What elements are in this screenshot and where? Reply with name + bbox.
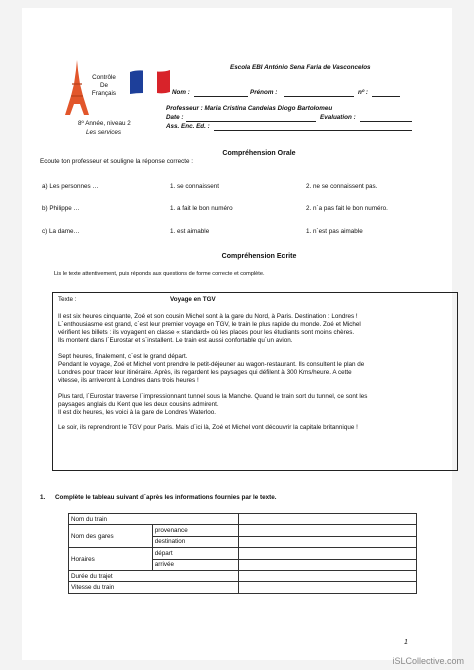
worksheet-page <box>22 8 452 660</box>
firstname-label: Prénom : <box>250 89 278 96</box>
french-flag-icon <box>128 68 172 96</box>
table-cell: départ <box>152 548 238 559</box>
text-line: vitesse, ils arriveront à Londres dans trois heures ! <box>58 377 199 384</box>
subject-line: Contrôle <box>92 74 116 81</box>
text-line: L´enthousiasme est grand, c´est leur premier voyage en TGV, le train le plus rapide du monde. Zoé et Michel <box>58 321 361 328</box>
table-row <box>69 514 417 525</box>
table-cell: provenance <box>152 525 238 536</box>
signature-label: Ass. Enc. Ed. : <box>166 123 210 130</box>
text-line: Il est dix heures, les voici à la gare de Londres Waterloo. <box>58 409 216 416</box>
oral-option[interactable]: 1. est aimable <box>170 228 210 235</box>
signature-field[interactable] <box>214 130 412 131</box>
school-name: Escola EBI António Sena Faria de Vasconcelos <box>230 64 371 71</box>
table-row <box>69 582 417 593</box>
text-paragraph <box>58 393 454 417</box>
text-line: Londres pour tracer leur itinéraire. Après, ils regardent les paysages qui défilent à 300 Kms/heure. A cette <box>58 369 352 376</box>
oral-section-title: Compréhension Orale <box>222 150 296 157</box>
answer-cell[interactable] <box>238 559 416 570</box>
text-paragraph <box>58 424 454 432</box>
oral-option[interactable]: 1. n´est pas aimable <box>306 228 363 235</box>
oral-question-a: a) Les personnes … <box>42 183 99 190</box>
page-number: 1 <box>404 639 408 646</box>
table-cell: Durée du trajet <box>69 570 239 581</box>
answer-cell[interactable] <box>238 525 416 536</box>
unit-label: Les services <box>86 129 121 136</box>
table-cell: arrivée <box>152 559 238 570</box>
oral-question-b: b) Philippe … <box>42 205 80 212</box>
written-instruction: Lis le texte attentivement, puis réponds aux questions de forme correcte et complète. <box>54 271 265 277</box>
evaluation-label: Evaluation : <box>320 114 356 121</box>
number-label: nº : <box>358 89 368 96</box>
answer-cell[interactable] <box>238 570 416 581</box>
evaluation-field[interactable] <box>360 121 412 122</box>
oral-option[interactable]: 2. n´a pas fait le bon numéro. <box>306 205 388 212</box>
subject-line: Français <box>91 90 117 97</box>
name-field[interactable] <box>194 96 248 97</box>
name-label: Nom : <box>172 89 190 96</box>
teacher-label: Professeur : Maria Cristina Candeias Diogo Bartolomeu <box>166 105 333 112</box>
table-cell: destination <box>152 536 238 547</box>
text-title: Voyage en TGV <box>170 296 216 303</box>
text-line: Le soir, ils reprendront le TGV pour Paris. Mais d´ici là, Zoé et Michel vont découvrir la capitale britannique ! <box>58 424 358 431</box>
oral-option[interactable]: 1. se connaissent <box>170 183 220 190</box>
text-paragraph <box>58 313 454 345</box>
oral-option[interactable]: 2. ne se connaissent pas. <box>306 183 378 190</box>
question-number: 1. <box>40 494 46 501</box>
text-line: Pendant le voyage, Zoé et Michel vont prendre le petit-déjeuner au wagon-restaurant. Ils consultent le plan de <box>58 361 365 368</box>
firstname-field[interactable] <box>284 96 354 97</box>
watermark: iSLCollective.com <box>392 656 464 666</box>
text-label: Texte : <box>58 296 77 303</box>
answer-cell[interactable] <box>238 514 416 525</box>
table-row <box>69 548 417 559</box>
answer-cell[interactable] <box>238 536 416 547</box>
reading-text-box <box>52 292 458 471</box>
table-cell: Vitesse du train <box>69 582 239 593</box>
text-line: vérifient les billets : ils voyagent en classe « standard» où les places pour les étudiants sont moins chères. <box>58 329 355 336</box>
oral-option[interactable]: 1. a fait le bon numéro <box>170 205 233 212</box>
train-info-table <box>68 513 417 594</box>
written-section-title: Compréhension Ecrite <box>221 253 297 260</box>
text-line: Il est six heures cinquante, Zoé et son cousin Michel sont à la gare du Nord, à Paris. Destination : Londres ! <box>58 313 358 320</box>
text-line: Ils montent dans l´Eurostar et s´installent. Le train est aussi confortable qu´un avion. <box>58 337 293 344</box>
table-row <box>69 525 417 536</box>
table-row <box>69 570 417 581</box>
table-cell: Nom du train <box>69 514 239 525</box>
table-cell: Horaires <box>69 548 153 571</box>
question-text: Complète le tableau suivant d´après les informations fournies par le texte. <box>55 494 277 501</box>
date-field[interactable] <box>186 121 316 122</box>
text-line: Sept heures, finalement, c´est le grand départ. <box>58 353 188 360</box>
answer-cell[interactable] <box>238 548 416 559</box>
table-cell: Nom des gares <box>69 525 153 548</box>
text-paragraph <box>58 353 454 385</box>
subject-line: De <box>99 82 109 89</box>
text-line: Plus tard, l´Eurostar traverse l´impressionnant tunnel sous la Manche. Quand le train sort du tunnel, ce sont les <box>58 393 368 400</box>
grade-label: 8º Année, niveau 2 <box>78 120 131 127</box>
number-field[interactable] <box>372 96 400 97</box>
oral-question-c: c) La dame… <box>42 228 80 235</box>
answer-cell[interactable] <box>238 582 416 593</box>
date-label: Date : <box>166 114 184 121</box>
text-line: paysages anglais du Kent que les deux cousins admirent. <box>58 401 219 408</box>
oral-instruction: Ecoute ton professeur et souligne la réponse correcte : <box>40 158 193 165</box>
